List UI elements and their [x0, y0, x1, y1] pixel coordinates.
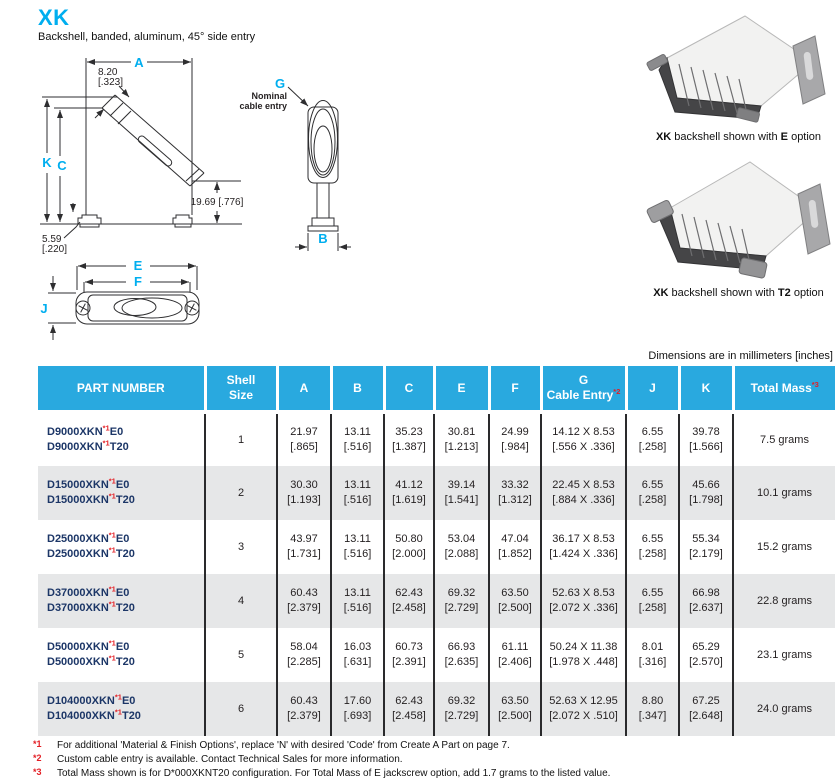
col-header-k: K: [679, 366, 733, 412]
dim-cell-j: 8.80 [.347]: [626, 682, 679, 736]
wall-dim-in: [.323]: [98, 77, 124, 88]
total-mass-cell: 24.0 grams: [733, 682, 835, 736]
photo-caption-e: XK backshell shown with E option: [655, 131, 822, 143]
part-number-cell: D15000XKN$^{*1}$E0 D15000XKN$^{*1}$T20: [38, 466, 205, 520]
col-header-shell: Shell Size: [205, 366, 277, 412]
product-photo-e: [645, 12, 835, 130]
dimensions-table: [38, 366, 835, 736]
dim-label-j: J: [40, 301, 48, 316]
col-header-b: B: [331, 366, 384, 412]
footnote-marker: *3: [33, 767, 42, 777]
dim-cell-f: 61.11 [2.406]: [489, 628, 541, 682]
dim-cell-g: 52.63 X 12.95 [2.072 X .510]: [541, 682, 626, 736]
dim-cell-a: 60.43 [2.379]: [277, 682, 331, 736]
part-number-cell: D37000XKN$^{*1}$E0 D37000XKN$^{*1}$T20: [38, 574, 205, 628]
footnotes: [33, 740, 823, 782]
footnote-2: *2 Custom cable entry is available. Contact Technical Sales for more information.: [33, 753, 403, 765]
dim-cell-e: 30.81 [1.213]: [434, 412, 489, 466]
product-photo-t2: [648, 156, 837, 284]
total-mass-cell: 10.1 grams: [733, 466, 835, 520]
footnote-marker: *1: [33, 739, 42, 749]
total-mass-cell: 15.2 grams: [733, 520, 835, 574]
table-row: [38, 574, 835, 628]
footnote-1: *1 For additional 'Material & Finish Options', replace 'N' with desired 'Code' from Create A Part on page 7.: [33, 739, 510, 751]
top-view-drawing: [22, 252, 242, 360]
col-header-g: G Cable Entry$^{*2}$: [541, 366, 626, 412]
dim-cell-e: 66.93 [2.635]: [434, 628, 489, 682]
foot-dim-mm: 5.59: [42, 234, 62, 245]
dim-label-e: E: [133, 258, 143, 273]
dim-cell-a: 58.04 [2.285]: [277, 628, 331, 682]
dim-cell-c: 62.43 [2.458]: [384, 574, 434, 628]
dim-cell-c: 35.23 [1.387]: [384, 412, 434, 466]
total-mass-cell: 23.1 grams: [733, 628, 835, 682]
dim-cell-c: 60.73 [2.391]: [384, 628, 434, 682]
part-number-cell: D9000XKN$^{*1}$E0 D9000XKN$^{*1}$T20: [47, 423, 129, 453]
dim-cell-c: 62.43 [2.458]: [384, 682, 434, 736]
dim-label-k: K: [42, 155, 52, 170]
dim-cell-a: 30.30 [1.193]: [277, 466, 331, 520]
dim-cell-b: 13.11 [.516]: [331, 520, 384, 574]
part-number-cell: D50000XKN$^{*1}$E0 D50000XKN$^{*1}$T20: [47, 638, 135, 668]
page-title: XK: [38, 5, 70, 30]
dim-cell-k: 45.66 [1.798]: [679, 466, 733, 520]
dim-cell-k: 65.29 [2.570]: [679, 628, 733, 682]
dim-cell-j: 6.55 [.258]: [626, 520, 679, 574]
dim-cell-g: 14.12 X 8.53 [.556 X .336]: [541, 412, 626, 466]
dim-cell-e: 53.04 [2.088]: [434, 520, 489, 574]
shell-size-cell: 3: [205, 520, 277, 574]
dim-cell-g: 22.45 X 8.53 [.884 X .336]: [541, 466, 626, 520]
dim-cell-k: 66.98 [2.637]: [679, 574, 733, 628]
dim-label-a: A: [134, 55, 144, 70]
dim-cell-f: 47.04 [1.852]: [489, 520, 541, 574]
col-header-a: A: [277, 366, 331, 412]
dim-label-f: F: [134, 274, 142, 289]
dim-cell-a: 60.43 [2.379]: [277, 574, 331, 628]
col-header-e: E: [434, 366, 489, 412]
table-body: [38, 412, 835, 736]
dim-cell-a: 21.97 [.865]: [277, 412, 331, 466]
dimensions-table-wrap: [38, 366, 835, 736]
dim-cell-k: 67.25 [2.648]: [679, 682, 733, 736]
shell-size-cell: 1: [205, 412, 277, 466]
dim-cell-j: 6.55 [.258]: [626, 466, 679, 520]
dim-cell-e: 69.32 [2.729]: [434, 682, 489, 736]
dim-cell-b: 17.60 [.693]: [331, 682, 384, 736]
dim-cell-e: 69.32 [2.729]: [434, 574, 489, 628]
col-header-c: C: [384, 366, 434, 412]
dim-cell-f: 63.50 [2.500]: [489, 574, 541, 628]
dim-cell-g: 50.24 X 11.38 [1.978 X .448]: [541, 628, 626, 682]
dim-cell-a: 43.97 [1.731]: [277, 520, 331, 574]
front-view-lines: [288, 87, 351, 251]
side-view-lines: [40, 58, 242, 238]
table-row: [38, 682, 835, 736]
height-dim: 19.69 [.776]: [190, 197, 244, 208]
wall-dim-mm: 8.20: [98, 67, 118, 78]
top-view-lines: [48, 266, 199, 340]
dim-cell-f: 24.99 [.984]: [489, 412, 541, 466]
shell-size-cell: 5: [205, 628, 277, 682]
dim-cell-f: 63.50 [2.500]: [489, 682, 541, 736]
dim-cell-j: 6.55 [.258]: [626, 574, 679, 628]
part-number-cell: D25000XKN$^{*1}$E0 D25000XKN$^{*1}$T20: [47, 530, 135, 560]
foot-dim-in: [.220]: [42, 244, 68, 255]
dim-cell-b: 16.03 [.631]: [331, 628, 384, 682]
dim-cell-g: 36.17 X 8.53 [1.424 X .336]: [541, 520, 626, 574]
shell-size-cell: 4: [205, 574, 277, 628]
shell-size-cell: 2: [205, 466, 277, 520]
table-header-row: [38, 366, 835, 412]
table-row: [38, 520, 835, 574]
table-row: [38, 412, 835, 466]
dim-cell-j: 6.55 [.258]: [626, 412, 679, 466]
col-header-part: PART NUMBER: [38, 366, 205, 412]
side-view-drawing: [18, 56, 268, 274]
dim-cell-k: 39.78 [1.566]: [679, 412, 733, 466]
total-mass-cell: 22.8 grams: [733, 574, 835, 628]
dim-cell-f: 33.32 [1.312]: [489, 466, 541, 520]
dim-label-g: G: [274, 76, 286, 91]
dim-cell-c: 41.12 [1.619]: [384, 466, 434, 520]
table-row: [38, 628, 835, 682]
dim-cell-c: 50.80 [2.000]: [384, 520, 434, 574]
photo-caption-t2: XK backshell shown with T2 option: [653, 287, 824, 299]
dim-label-b: B: [318, 231, 328, 246]
footnote-3: *3 Total Mass shown is for D*000XKNT20 configuration. For Total Mass of E jackscrew option, add 1.7 grams to the listed value.: [33, 767, 611, 779]
footnote-marker: *2: [33, 753, 42, 763]
dim-cell-g: 52.63 X 8.53 [2.072 X .336]: [541, 574, 626, 628]
col-header-mass: Total Mass$^{*3}$: [733, 366, 835, 412]
shell-size-cell: 6: [205, 682, 277, 736]
dim-cell-b: 13.11 [.516]: [331, 412, 384, 466]
col-header-j: J: [626, 366, 679, 412]
dim-cell-k: 55.34 [2.179]: [679, 520, 733, 574]
total-mass-cell: 7.5 grams: [733, 412, 835, 466]
dim-cell-e: 39.14 [1.541]: [434, 466, 489, 520]
table-row: [38, 466, 835, 520]
page-subtitle: Backshell, banded, aluminum, 45° side entry: [38, 31, 256, 43]
g-note-line2: cable entry: [239, 101, 287, 111]
front-view-drawing: [239, 70, 374, 260]
dim-cell-b: 13.11 [.516]: [331, 466, 384, 520]
dim-cell-b: 13.11 [.516]: [331, 574, 384, 628]
dim-label-c: C: [57, 158, 67, 173]
part-number-cell: D104000XKN$^{*1}$E0 D104000XKN$^{*1}$T20: [38, 682, 205, 736]
dimensions-note: Dimensions are in millimeters [inches]: [648, 350, 833, 362]
g-note-line1: Nominal: [251, 91, 287, 101]
dim-cell-j: 8.01 [.316]: [626, 628, 679, 682]
col-header-f: F: [489, 366, 541, 412]
